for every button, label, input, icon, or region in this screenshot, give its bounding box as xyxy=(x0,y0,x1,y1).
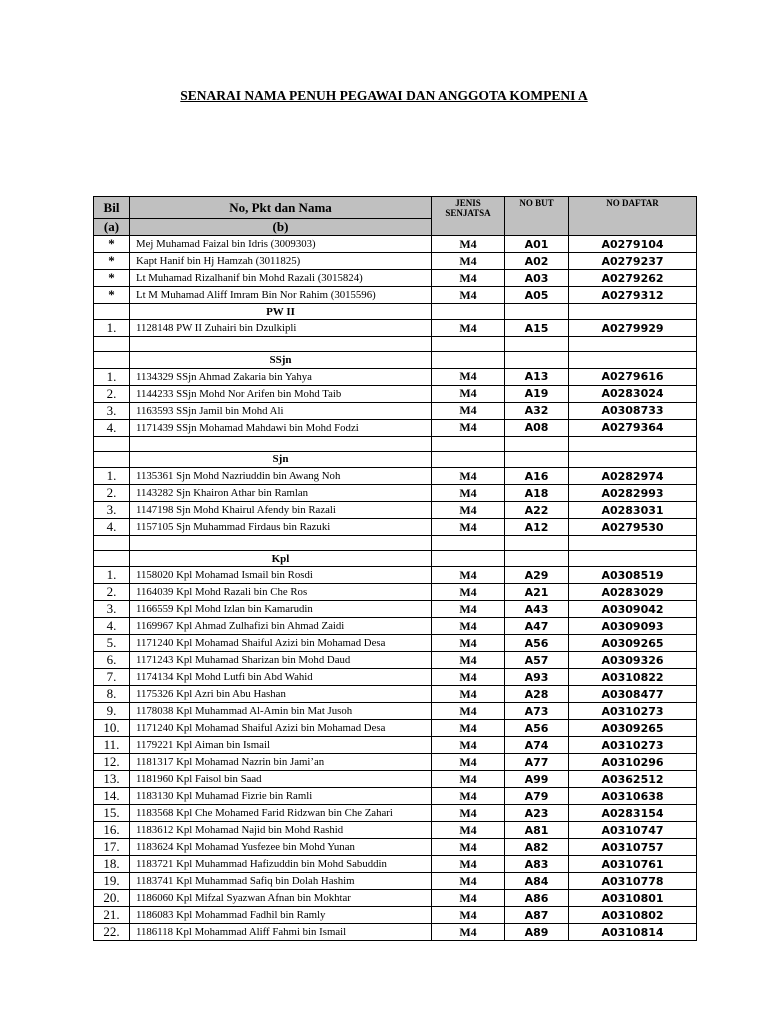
row-bil: 2. xyxy=(94,485,130,502)
row-no-but: A93 xyxy=(505,669,569,686)
row-jenis: M4 xyxy=(432,402,505,419)
empty-cell xyxy=(505,536,569,551)
row-no-but: A12 xyxy=(505,519,569,536)
row-no-daftar: A0309326 xyxy=(569,652,697,669)
row-bil: 5. xyxy=(94,635,130,652)
empty-cell xyxy=(94,536,130,551)
empty-cell xyxy=(569,304,697,320)
table-row xyxy=(94,822,697,839)
row-no-but: A87 xyxy=(505,907,569,924)
row-bil: 20. xyxy=(94,890,130,907)
table-row xyxy=(94,686,697,703)
row-no-daftar: A0279262 xyxy=(569,270,697,287)
row-no-daftar: A0310757 xyxy=(569,839,697,856)
row-no-daftar: A0310747 xyxy=(569,822,697,839)
row-jenis: M4 xyxy=(432,805,505,822)
header-jenis-line2: SENJATSA xyxy=(445,208,491,218)
section-label: Sjn xyxy=(130,451,432,467)
empty-cell xyxy=(505,551,569,567)
row-jenis: M4 xyxy=(432,788,505,805)
table-row xyxy=(94,805,697,822)
empty-cell xyxy=(505,304,569,320)
subheader-a: (a) xyxy=(94,219,130,236)
row-bil: 15. xyxy=(94,805,130,822)
row-no-but: A32 xyxy=(505,402,569,419)
empty-cell xyxy=(569,352,697,368)
header-no-daftar: NO DAFTAR xyxy=(569,197,697,236)
table-row xyxy=(94,924,697,941)
row-name: Mej Muhamad Faizal bin Idris (3009303) xyxy=(130,236,432,253)
row-bil: 4. xyxy=(94,618,130,635)
table-row xyxy=(94,601,697,618)
row-bil: 1. xyxy=(94,468,130,485)
row-jenis: M4 xyxy=(432,754,505,771)
row-name: Lt M Muhamad Aliff Imram Bin Nor Rahim (3015596) xyxy=(130,287,432,304)
row-name: 1171439 SSjn Mohamad Mahdawi bin Mohd Fodzi xyxy=(130,419,432,436)
row-jenis: M4 xyxy=(432,873,505,890)
row-bil: 4. xyxy=(94,519,130,536)
row-no-but: A74 xyxy=(505,737,569,754)
table-row xyxy=(94,502,697,519)
row-name: 1157105 Sjn Muhammad Firdaus bin Razuki xyxy=(130,519,432,536)
empty-cell xyxy=(94,337,130,352)
row-jenis: M4 xyxy=(432,618,505,635)
table-row xyxy=(94,703,697,720)
row-name: 1175326 Kpl Azri bin Abu Hashan xyxy=(130,686,432,703)
empty-cell xyxy=(505,337,569,352)
row-jenis: M4 xyxy=(432,584,505,601)
row-bil: 10. xyxy=(94,720,130,737)
row-name: 1183624 Kpl Mohamad Yusfezee bin Mohd Yunan xyxy=(130,839,432,856)
row-no-but: A83 xyxy=(505,856,569,873)
row-bil: * xyxy=(94,236,130,253)
row-name: 1178038 Kpl Muhammad Al-Amin bin Mat Jusoh xyxy=(130,703,432,720)
row-bil: 1. xyxy=(94,320,130,337)
row-no-but: A05 xyxy=(505,287,569,304)
row-no-but: A43 xyxy=(505,601,569,618)
row-jenis: M4 xyxy=(432,890,505,907)
row-bil: 3. xyxy=(94,402,130,419)
row-jenis: M4 xyxy=(432,737,505,754)
row-no-daftar: A0310814 xyxy=(569,924,697,941)
row-no-daftar: A0279237 xyxy=(569,253,697,270)
row-no-but: A73 xyxy=(505,703,569,720)
empty-cell xyxy=(569,436,697,451)
row-jenis: M4 xyxy=(432,270,505,287)
header-jenis xyxy=(432,197,505,236)
table-row xyxy=(94,287,697,304)
row-no-but: A82 xyxy=(505,839,569,856)
row-bil: 7. xyxy=(94,669,130,686)
row-no-daftar: A0309093 xyxy=(569,618,697,635)
row-no-but: A08 xyxy=(505,419,569,436)
header-jenis-line1: JENIS xyxy=(455,198,481,208)
document-title: SENARAI NAMA PENUH PEGAWAI DAN ANGGOTA KOMPENI A xyxy=(180,88,588,103)
table-row xyxy=(94,720,697,737)
row-jenis: M4 xyxy=(432,320,505,337)
row-jenis: M4 xyxy=(432,368,505,385)
row-no-but: A79 xyxy=(505,788,569,805)
row-no-but: A86 xyxy=(505,890,569,907)
row-no-daftar: A0282974 xyxy=(569,468,697,485)
row-name: 1183741 Kpl Muhammad Safiq bin Dolah Hashim xyxy=(130,873,432,890)
table-row xyxy=(94,669,697,686)
row-bil: 2. xyxy=(94,584,130,601)
empty-cell xyxy=(432,451,505,467)
row-name: 1147198 Sjn Mohd Khairul Afendy bin Razali xyxy=(130,502,432,519)
row-no-daftar: A0283031 xyxy=(569,502,697,519)
row-name: 1169967 Kpl Ahmad Zulhafizi bin Ahmad Zaidi xyxy=(130,618,432,635)
row-jenis: M4 xyxy=(432,468,505,485)
row-jenis: M4 xyxy=(432,669,505,686)
row-no-but: A77 xyxy=(505,754,569,771)
row-jenis: M4 xyxy=(432,419,505,436)
row-no-but: A19 xyxy=(505,385,569,402)
row-no-but: A22 xyxy=(505,502,569,519)
row-jenis: M4 xyxy=(432,686,505,703)
table-row xyxy=(94,890,697,907)
row-no-daftar: A0310802 xyxy=(569,907,697,924)
row-jenis: M4 xyxy=(432,519,505,536)
row-no-daftar: A0279929 xyxy=(569,320,697,337)
row-name: 1181317 Kpl Mohamad Nazrin bin Jami’an xyxy=(130,754,432,771)
row-bil: 4. xyxy=(94,419,130,436)
table-row xyxy=(94,270,697,287)
row-no-but: A28 xyxy=(505,686,569,703)
subheader-b: (b) xyxy=(130,219,432,236)
row-name: 1164039 Kpl Mohd Razali bin Che Ros xyxy=(130,584,432,601)
empty-cell xyxy=(432,436,505,451)
row-jenis: M4 xyxy=(432,839,505,856)
table-row xyxy=(94,253,697,270)
row-no-daftar: A0362512 xyxy=(569,771,697,788)
row-no-daftar: A0309265 xyxy=(569,635,697,652)
empty-cell xyxy=(569,551,697,567)
row-jenis: M4 xyxy=(432,567,505,584)
row-no-daftar: A0283029 xyxy=(569,584,697,601)
empty-cell xyxy=(432,304,505,320)
empty-cell xyxy=(130,536,432,551)
row-bil: * xyxy=(94,270,130,287)
row-jenis: M4 xyxy=(432,856,505,873)
table-row xyxy=(94,907,697,924)
table-row xyxy=(94,652,697,669)
blank-row xyxy=(94,536,697,551)
section-row xyxy=(94,451,697,467)
row-no-daftar: A0310822 xyxy=(569,669,697,686)
row-jenis: M4 xyxy=(432,703,505,720)
row-no-daftar: A0310761 xyxy=(569,856,697,873)
empty-cell xyxy=(569,337,697,352)
row-jenis: M4 xyxy=(432,253,505,270)
row-bil: 22. xyxy=(94,924,130,941)
blank-row xyxy=(94,337,697,352)
row-name: 1186118 Kpl Mohammad Aliff Fahmi bin Ismail xyxy=(130,924,432,941)
table-row xyxy=(94,385,697,402)
empty-cell xyxy=(505,436,569,451)
row-no-daftar: A0282993 xyxy=(569,485,697,502)
table-row xyxy=(94,519,697,536)
row-no-but: A57 xyxy=(505,652,569,669)
table-row xyxy=(94,839,697,856)
row-bil: 12. xyxy=(94,754,130,771)
row-no-daftar: A0310296 xyxy=(569,754,697,771)
row-bil: 1. xyxy=(94,368,130,385)
empty-cell xyxy=(94,551,130,567)
empty-cell xyxy=(130,436,432,451)
row-bil: 9. xyxy=(94,703,130,720)
row-name: 1171240 Kpl Mohamad Shaiful Azizi bin Mohamad Desa xyxy=(130,720,432,737)
row-jenis: M4 xyxy=(432,236,505,253)
row-no-daftar: A0279364 xyxy=(569,419,697,436)
row-bil: 3. xyxy=(94,601,130,618)
row-no-but: A15 xyxy=(505,320,569,337)
blank-row xyxy=(94,436,697,451)
row-jenis: M4 xyxy=(432,485,505,502)
row-no-but: A02 xyxy=(505,253,569,270)
row-no-daftar: A0310801 xyxy=(569,890,697,907)
row-no-daftar: A0283024 xyxy=(569,385,697,402)
header-name: No, Pkt dan Nama xyxy=(130,197,432,219)
row-name: 1128148 PW II Zuhairi bin Dzulkipli xyxy=(130,320,432,337)
table-row xyxy=(94,584,697,601)
table-row xyxy=(94,788,697,805)
row-bil: 8. xyxy=(94,686,130,703)
empty-cell xyxy=(94,436,130,451)
personnel-table xyxy=(93,196,697,941)
row-no-but: A29 xyxy=(505,567,569,584)
table-row xyxy=(94,635,697,652)
empty-cell xyxy=(432,551,505,567)
row-jenis: M4 xyxy=(432,601,505,618)
row-no-daftar: A0279530 xyxy=(569,519,697,536)
row-no-but: A16 xyxy=(505,468,569,485)
row-bil: 1. xyxy=(94,567,130,584)
row-bil: 16. xyxy=(94,822,130,839)
row-name: 1135361 Sjn Mohd Nazriuddin bin Awang Noh xyxy=(130,468,432,485)
row-name: 1143282 Sjn Khairon Athar bin Ramlan xyxy=(130,485,432,502)
row-name: 1163593 SSjn Jamil bin Mohd Ali xyxy=(130,402,432,419)
row-no-but: A56 xyxy=(505,720,569,737)
row-bil: 18. xyxy=(94,856,130,873)
table-row xyxy=(94,754,697,771)
row-no-daftar: A0308477 xyxy=(569,686,697,703)
row-no-daftar: A0308733 xyxy=(569,402,697,419)
row-no-but: A13 xyxy=(505,368,569,385)
row-name: 1186060 Kpl Mifzal Syazwan Afnan bin Mokhtar xyxy=(130,890,432,907)
row-no-daftar: A0310778 xyxy=(569,873,697,890)
row-jenis: M4 xyxy=(432,385,505,402)
row-no-but: A56 xyxy=(505,635,569,652)
table-row xyxy=(94,485,697,502)
section-label: SSjn xyxy=(130,352,432,368)
row-name: 1174134 Kpl Mohd Lutfi bin Abd Wahid xyxy=(130,669,432,686)
row-name: 1171243 Kpl Muhamad Sharizan bin Mohd Daud xyxy=(130,652,432,669)
row-no-daftar: A0279104 xyxy=(569,236,697,253)
row-no-but: A81 xyxy=(505,822,569,839)
empty-cell xyxy=(569,451,697,467)
row-no-daftar: A0309042 xyxy=(569,601,697,618)
row-bil: 2. xyxy=(94,385,130,402)
row-bil: 11. xyxy=(94,737,130,754)
row-bil: 13. xyxy=(94,771,130,788)
header-bil: Bil xyxy=(94,197,130,219)
row-name: 1158020 Kpl Mohamad Ismail bin Rosdi xyxy=(130,567,432,584)
row-no-daftar: A0310273 xyxy=(569,737,697,754)
row-jenis: M4 xyxy=(432,652,505,669)
empty-cell xyxy=(569,536,697,551)
section-row xyxy=(94,352,697,368)
row-no-but: A84 xyxy=(505,873,569,890)
row-name: 1183130 Kpl Muhamad Fizrie bin Ramli xyxy=(130,788,432,805)
row-no-daftar: A0310638 xyxy=(569,788,697,805)
row-bil: 3. xyxy=(94,502,130,519)
row-bil: 14. xyxy=(94,788,130,805)
section-label: PW II xyxy=(130,304,432,320)
section-row xyxy=(94,304,697,320)
row-jenis: M4 xyxy=(432,720,505,737)
row-no-but: A18 xyxy=(505,485,569,502)
row-name: 1183721 Kpl Muhammad Hafizuddin bin Mohd Sabuddin xyxy=(130,856,432,873)
row-no-daftar: A0308519 xyxy=(569,567,697,584)
row-name: Kapt Hanif bin Hj Hamzah (3011825) xyxy=(130,253,432,270)
row-jenis: M4 xyxy=(432,771,505,788)
table-row xyxy=(94,320,697,337)
table-row xyxy=(94,368,697,385)
empty-cell xyxy=(94,352,130,368)
row-bil: * xyxy=(94,287,130,304)
empty-cell xyxy=(432,337,505,352)
row-name: 1134329 SSjn Ahmad Zakaria bin Yahya xyxy=(130,368,432,385)
row-bil: 19. xyxy=(94,873,130,890)
row-jenis: M4 xyxy=(432,635,505,652)
row-no-but: A47 xyxy=(505,618,569,635)
row-name: 1166559 Kpl Mohd Izlan bin Kamarudin xyxy=(130,601,432,618)
table-row xyxy=(94,402,697,419)
header-no-but: NO BUT xyxy=(505,197,569,236)
empty-cell xyxy=(432,352,505,368)
row-name: 1171240 Kpl Mohamad Shaiful Azizi bin Mohamad Desa xyxy=(130,635,432,652)
row-no-but: A21 xyxy=(505,584,569,601)
empty-cell xyxy=(94,304,130,320)
table-row xyxy=(94,419,697,436)
table-row xyxy=(94,567,697,584)
table-row xyxy=(94,873,697,890)
row-jenis: M4 xyxy=(432,924,505,941)
empty-cell xyxy=(432,536,505,551)
row-no-but: A03 xyxy=(505,270,569,287)
header-row xyxy=(94,197,697,219)
row-name: Lt Muhamad Rizalhanif bin Mohd Razali (3015824) xyxy=(130,270,432,287)
row-name: 1183612 Kpl Mohamad Najid bin Mohd Rashid xyxy=(130,822,432,839)
row-jenis: M4 xyxy=(432,502,505,519)
table-row xyxy=(94,771,697,788)
table-row xyxy=(94,468,697,485)
row-no-daftar: A0279616 xyxy=(569,368,697,385)
empty-cell xyxy=(505,451,569,467)
row-name: 1144233 SSjn Mohd Nor Arifen bin Mohd Taib xyxy=(130,385,432,402)
table-row xyxy=(94,236,697,253)
row-name: 1181960 Kpl Faisol bin Saad xyxy=(130,771,432,788)
table-row xyxy=(94,618,697,635)
row-name: 1186083 Kpl Mohammad Fadhil bin Ramly xyxy=(130,907,432,924)
section-row xyxy=(94,551,697,567)
row-name: 1183568 Kpl Che Mohamed Farid Ridzwan bin Che Zahari xyxy=(130,805,432,822)
row-jenis: M4 xyxy=(432,907,505,924)
row-jenis: M4 xyxy=(432,822,505,839)
table-row xyxy=(94,737,697,754)
row-jenis: M4 xyxy=(432,287,505,304)
row-no-but: A23 xyxy=(505,805,569,822)
row-no-but: A89 xyxy=(505,924,569,941)
empty-cell xyxy=(130,337,432,352)
row-bil: 6. xyxy=(94,652,130,669)
row-no-daftar: A0283154 xyxy=(569,805,697,822)
table-row xyxy=(94,856,697,873)
empty-cell xyxy=(505,352,569,368)
empty-cell xyxy=(94,451,130,467)
row-no-daftar: A0310273 xyxy=(569,703,697,720)
row-bil: 17. xyxy=(94,839,130,856)
row-bil: 21. xyxy=(94,907,130,924)
row-no-daftar: A0279312 xyxy=(569,287,697,304)
row-name: 1179221 Kpl Aiman bin Ismail xyxy=(130,737,432,754)
section-label: Kpl xyxy=(130,551,432,567)
row-no-but: A99 xyxy=(505,771,569,788)
row-bil: * xyxy=(94,253,130,270)
row-no-daftar: A0309265 xyxy=(569,720,697,737)
row-no-but: A01 xyxy=(505,236,569,253)
